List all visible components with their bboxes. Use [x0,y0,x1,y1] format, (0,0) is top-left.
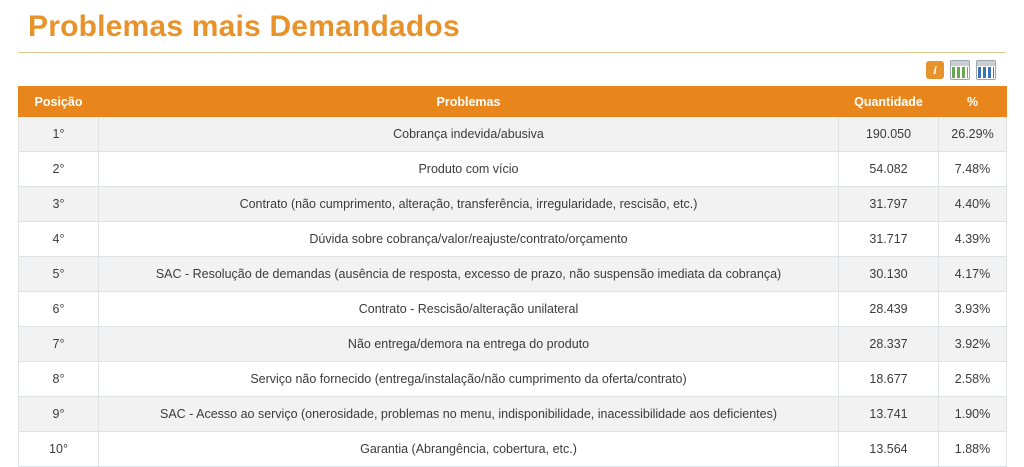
page-title: Problemas mais Demandados [28,10,460,43]
cell-posicao: 4° [19,222,99,257]
cell-problema: Garantia (Abrangência, cobertura, etc.) [99,432,839,467]
cell-quantidade: 190.050 [839,117,939,152]
cell-posicao: 2° [19,152,99,187]
table-row [19,187,1007,222]
cell-problema: Contrato - Rescisão/alteração unilateral [99,292,839,327]
cell-problema: Cobrança indevida/abusiva [99,117,839,152]
cell-problema: SAC - Acesso ao serviço (onerosidade, problemas no menu, indisponibilidade, inacessibilidade aos deficientes) [99,397,839,432]
cell-quantidade: 31.717 [839,222,939,257]
table-body [19,117,1007,467]
csv-icon-header [977,61,995,66]
column-header-posicao[interactable]: Posição [19,87,99,117]
excel-export-icon[interactable] [950,60,970,80]
cell-quantidade: 54.082 [839,152,939,187]
table-header-row [19,87,1007,117]
cell-percentual: 3.92% [939,327,1007,362]
cell-posicao: 8° [19,362,99,397]
cell-posicao: 9° [19,397,99,432]
table-row [19,362,1007,397]
cell-percentual: 2.58% [939,362,1007,397]
excel-icon-header [951,61,969,66]
table-row [19,152,1007,187]
column-header-quantidade[interactable]: Quantidade [839,87,939,117]
excel-icon-grid [952,67,968,78]
table-row [19,292,1007,327]
column-header-percentual[interactable]: % [939,87,1007,117]
cell-percentual: 1.90% [939,397,1007,432]
cell-posicao: 7° [19,327,99,362]
table-row [19,397,1007,432]
cell-percentual: 4.39% [939,222,1007,257]
table-row [19,257,1007,292]
cell-problema: Não entrega/demora na entrega do produto [99,327,839,362]
cell-quantidade: 30.130 [839,257,939,292]
cell-problema: Produto com vício [99,152,839,187]
cell-percentual: 1.88% [939,432,1007,467]
table-row [19,432,1007,467]
column-header-problemas[interactable]: Problemas [99,87,839,117]
cell-problema: Contrato (não cumprimento, alteração, transferência, irregularidade, rescisão, etc.) [99,187,839,222]
csv-export-icon[interactable] [976,60,996,80]
export-toolbar [0,53,1024,86]
table-row [19,222,1007,257]
cell-problema: Dúvida sobre cobrança/valor/reajuste/contrato/orçamento [99,222,839,257]
cell-percentual: 26.29% [939,117,1007,152]
ranking-table-container [0,86,1024,467]
table-header [19,87,1007,117]
cell-posicao: 6° [19,292,99,327]
cell-quantidade: 13.741 [839,397,939,432]
table-row [19,327,1007,362]
cell-percentual: 4.40% [939,187,1007,222]
cell-quantidade: 13.564 [839,432,939,467]
cell-quantidade: 28.439 [839,292,939,327]
cell-posicao: 1° [19,117,99,152]
cell-percentual: 7.48% [939,152,1007,187]
cell-posicao: 5° [19,257,99,292]
csv-icon-grid [978,67,994,78]
cell-quantidade: 28.337 [839,327,939,362]
cell-posicao: 10° [19,432,99,467]
cell-percentual: 4.17% [939,257,1007,292]
cell-quantidade: 31.797 [839,187,939,222]
ranking-table [18,86,1007,467]
info-icon[interactable]: i [926,61,944,79]
table-row [19,117,1007,152]
cell-percentual: 3.93% [939,292,1007,327]
cell-posicao: 3° [19,187,99,222]
cell-problema: Serviço não fornecido (entrega/instalação/não cumprimento da oferta/contrato) [99,362,839,397]
cell-problema: SAC - Resolução de demandas (ausência de resposta, excesso de prazo, não suspensão imediata da cobrança) [99,257,839,292]
cell-quantidade: 18.677 [839,362,939,397]
